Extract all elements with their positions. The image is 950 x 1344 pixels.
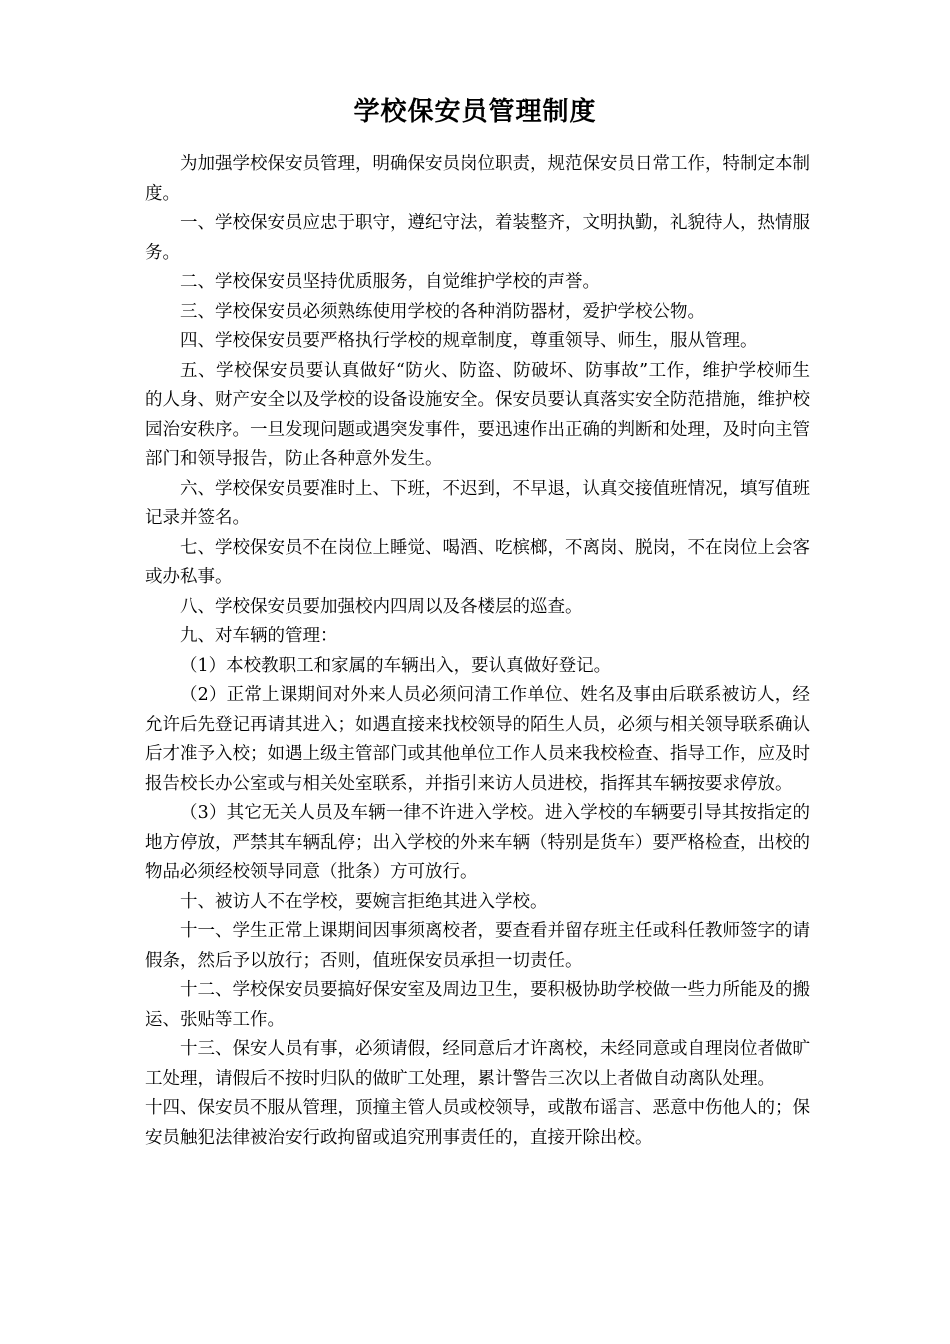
paragraph-rule-5: 五、学校保安员要认真做好“防火、防盗、防破坏、防事故”工作，维护学校师生的人身、财产安全以及学校的设备设施安全。保安员要认真落实安全防范措施，维护校园治安秩序。一旦发现问题或遇突发事件，要迅速作出正确的判断和处理，及时向主管部门和领导报告，防止各种意外发生。	[145, 360, 810, 469]
paragraph-rule-13: 十三、保安人员有事，必须请假，经同意后才许离校，未经同意或自理岗位者做旷工处理，请假后不按时归队的做旷工处理，累计警告三次以上者做自动离队处理。	[145, 1039, 810, 1089]
paragraph-rule-2: 二、学校保安员坚持优质服务，自觉维护学校的声誉。	[180, 272, 600, 292]
paragraph-rule-8: 八、学校保安员要加强校内四周以及各楼层的巡查。	[180, 596, 583, 617]
paragraph-rule-9-item-3: （3）其它无关人员及车辆一律不许进入学校。进入学校的车辆要引导其按指定的地方停放，严禁其车辆乱停；出入学校的外来车辆（特别是货车）要严格检查，出校的物品必须经校领导同意（批条）方可放行。	[145, 803, 810, 882]
document-body	[145, 150, 810, 1153]
paragraph-rule-4: 四、学校保安员要严格执行学校的规章制度，尊重领导、师生，服从管理。	[180, 331, 758, 351]
paragraph-rule-9-item-1: （1）本校教职工和家属的车辆出入，要认真做好登记。	[180, 655, 612, 676]
paragraph-rule-7: 七、学校保安员不在岗位上睡觉、喝酒、吃槟榔，不离岗、脱岗，不在岗位上会客或办私事。	[145, 537, 810, 587]
paragraph-rule-1: 一、学校保安员应忠于职守，遵纪守法，着装整齐，文明执勤，礼貌待人，热情服务。	[145, 213, 810, 263]
paragraph-rule-9-item-2: （2）正常上课期间对外来人员必须问清工作单位、姓名及事由后联系被访人，经允许后先登记再请其进入；如遇直接来找校领导的陌生人员，必须与相关领导联系确认后才准予入校；如遇上级主管部门或其他单位工作人员来我校检查、指导工作，应及时报告校长办公室或与相关处室联系，并指引来访人员进校，指挥其车辆按要求停放。	[145, 685, 810, 794]
paragraph-rule-9: 九、对车辆的管理：	[180, 626, 338, 646]
document-title: 学校保安员管理制度	[353, 97, 597, 127]
paragraph-rule-3: 三、学校保安员必须熟练使用学校的各种消防器材，爱护学校公物。	[180, 301, 705, 322]
paragraph-rule-14: 十四、保安员不服从管理，顶撞主管人员或校领导，或散布谣言、恶意中伤他人的；保安员触犯法律被治安行政拘留或追究刑事责任的，直接开除出校。	[145, 1098, 810, 1148]
paragraph-rule-10: 十、被访人不在学校，要婉言拒绝其进入学校。	[180, 891, 548, 912]
paragraph-intro: 为加强学校保安员管理，明确保安员岗位职责，规范保安员日常工作，特制定本制度。	[145, 154, 810, 204]
paragraph-rule-12: 十二、学校保安员要搞好保安室及周边卫生，要积极协助学校做一些力所能及的搬运、张贴等工作。	[145, 980, 810, 1030]
paragraph-rule-6: 六、学校保安员要准时上、下班，不迟到，不早退，认真交接值班情况，填写值班记录并签名。	[145, 478, 810, 528]
paragraph-rule-11: 十一、学生正常上课期间因事须离校者，要查看并留存班主任或科任教师签字的请假条，然后予以放行；否则，值班保安员承担一切责任。	[145, 921, 810, 971]
